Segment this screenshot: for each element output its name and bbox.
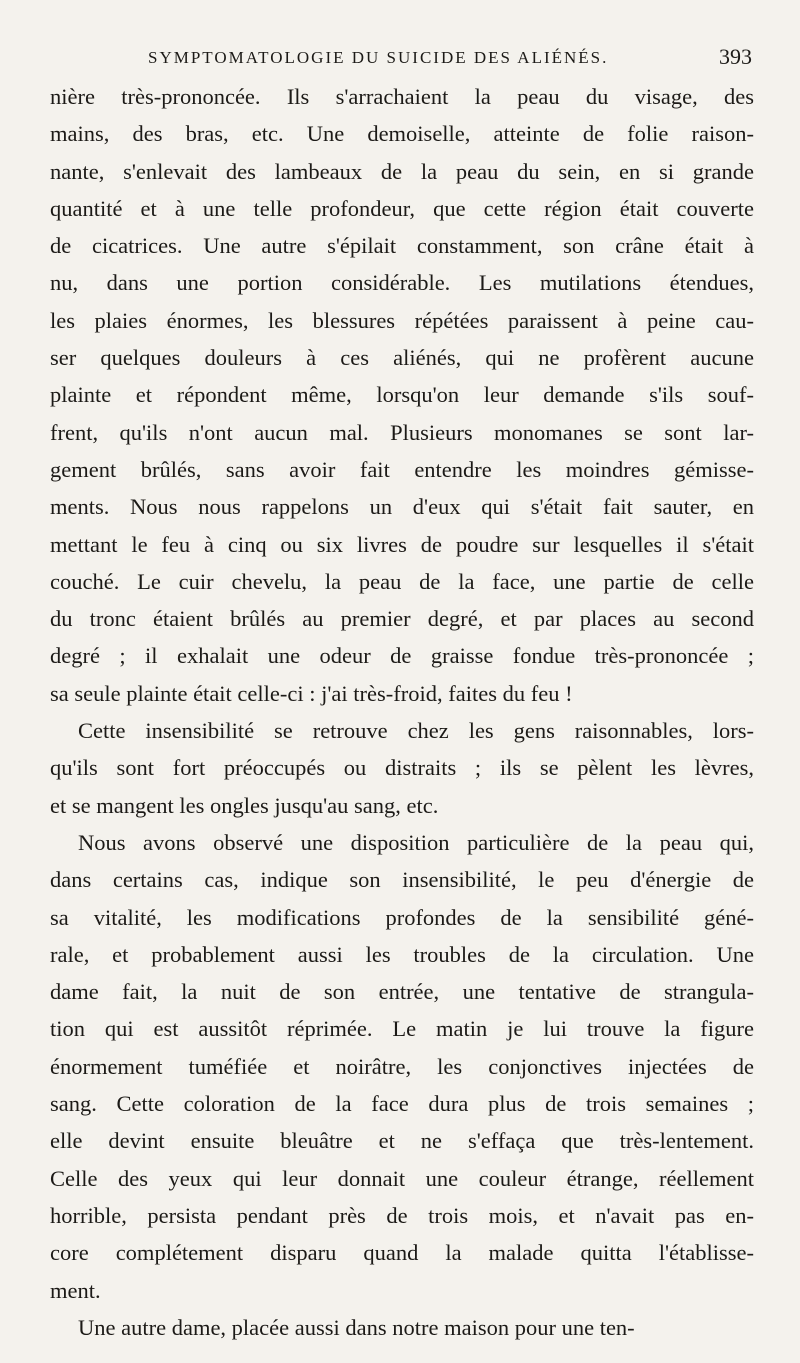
text-line: les plaies énormes, les blessures répétées paraissent à peine cau- (50, 307, 754, 333)
body-text (50, 78, 754, 1346)
text-line: mettant le feu à cinq ou six livres de poudre sur lesquelles il s'était (50, 531, 754, 557)
text-line: mains, des bras, etc. Une demoiselle, atteinte de folie raison- (50, 121, 754, 147)
text-line: dans certains cas, indique son insensibilité, le peu d'énergie de (50, 867, 754, 893)
paragraph (50, 824, 754, 1309)
text-line: énormement tuméfiée et noirâtre, les conjonctives injectées de (50, 1053, 754, 1079)
paragraph (50, 1309, 754, 1346)
text-line: Une autre dame, placée aussi dans notre maison pour une ten- (78, 1314, 635, 1340)
text-line: Celle des yeux qui leur donnait une couleur étrange, réellement (50, 1165, 754, 1191)
paragraph (50, 712, 754, 824)
text-line: plainte et répondent même, lorsqu'on leur demande s'ils souf- (50, 382, 754, 408)
text-line: rale, et probablement aussi les troubles de la circulation. Une (50, 941, 754, 967)
text-line: sa seule plainte était celle-ci : j'ai très-froid, faites du feu ! (50, 680, 573, 706)
running-head: SYMPTOMATOLOGIE DU SUICIDE DES ALIÉNÉS. (148, 48, 609, 67)
text-line: Cette insensibilité se retrouve chez les gens raisonnables, lors- (78, 718, 754, 744)
text-line: core complétement disparu quand la malade quitta l'établisse- (50, 1240, 754, 1266)
text-line: nière très-prononcée. Ils s'arrachaient la peau du visage, des (50, 84, 754, 109)
page-header (148, 44, 752, 74)
text-line: de cicatrices. Une autre s'épilait constamment, son crâne était à (50, 233, 754, 259)
text-line: qu'ils sont fort préoccupés ou distraits ; ils se pèlent les lèvres, (50, 755, 754, 781)
text-line: horrible, persista pendant près de trois mois, et n'avait pas en- (50, 1202, 754, 1228)
paragraph (50, 78, 754, 712)
text-line: degré ; il exhalait une odeur de graisse fondue très-prononcée ; (50, 643, 754, 669)
text-line: gement brûlés, sans avoir fait entendre les moindres gémisse- (50, 456, 754, 482)
text-line: elle devint ensuite bleuâtre et ne s'effaça que très-lentement. (50, 1128, 754, 1154)
text-line: dame fait, la nuit de son entrée, une tentative de strangula- (50, 979, 754, 1005)
text-line: et se mangent les ongles jusqu'au sang, etc. (50, 792, 439, 818)
text-line: Nous avons observé une disposition particulière de la peau qui, (78, 829, 754, 855)
text-line: quantité et à une telle profondeur, que cette région était couverte (50, 195, 754, 221)
text-line: nu, dans une portion considérable. Les mutilations étendues, (50, 270, 754, 296)
text-line: sang. Cette coloration de la face dura plus de trois semaines ; (50, 1091, 754, 1117)
text-line: sa vitalité, les modifications profondes de la sensibilité géné- (50, 904, 754, 930)
text-line: ments. Nous nous rappelons un d'eux qui s'était fait sauter, en (50, 494, 754, 520)
text-line: du tronc étaient brûlés au premier degré, et par places au second (50, 606, 754, 632)
text-line: ser quelques douleurs à ces aliénés, qui ne profèrent aucune (50, 345, 754, 371)
page-number: 393 (719, 44, 752, 69)
text-line: couché. Le cuir chevelu, la peau de la face, une partie de celle (50, 568, 754, 594)
text-line: tion qui est aussitôt réprimée. Le matin je lui trouve la figure (50, 1016, 754, 1042)
text-line: frent, qu'ils n'ont aucun mal. Plusieurs monomanes se sont lar- (50, 419, 754, 445)
text-line: nante, s'enlevait des lambeaux de la peau du sein, en si grande (50, 158, 754, 184)
text-line: ment. (50, 1277, 101, 1303)
